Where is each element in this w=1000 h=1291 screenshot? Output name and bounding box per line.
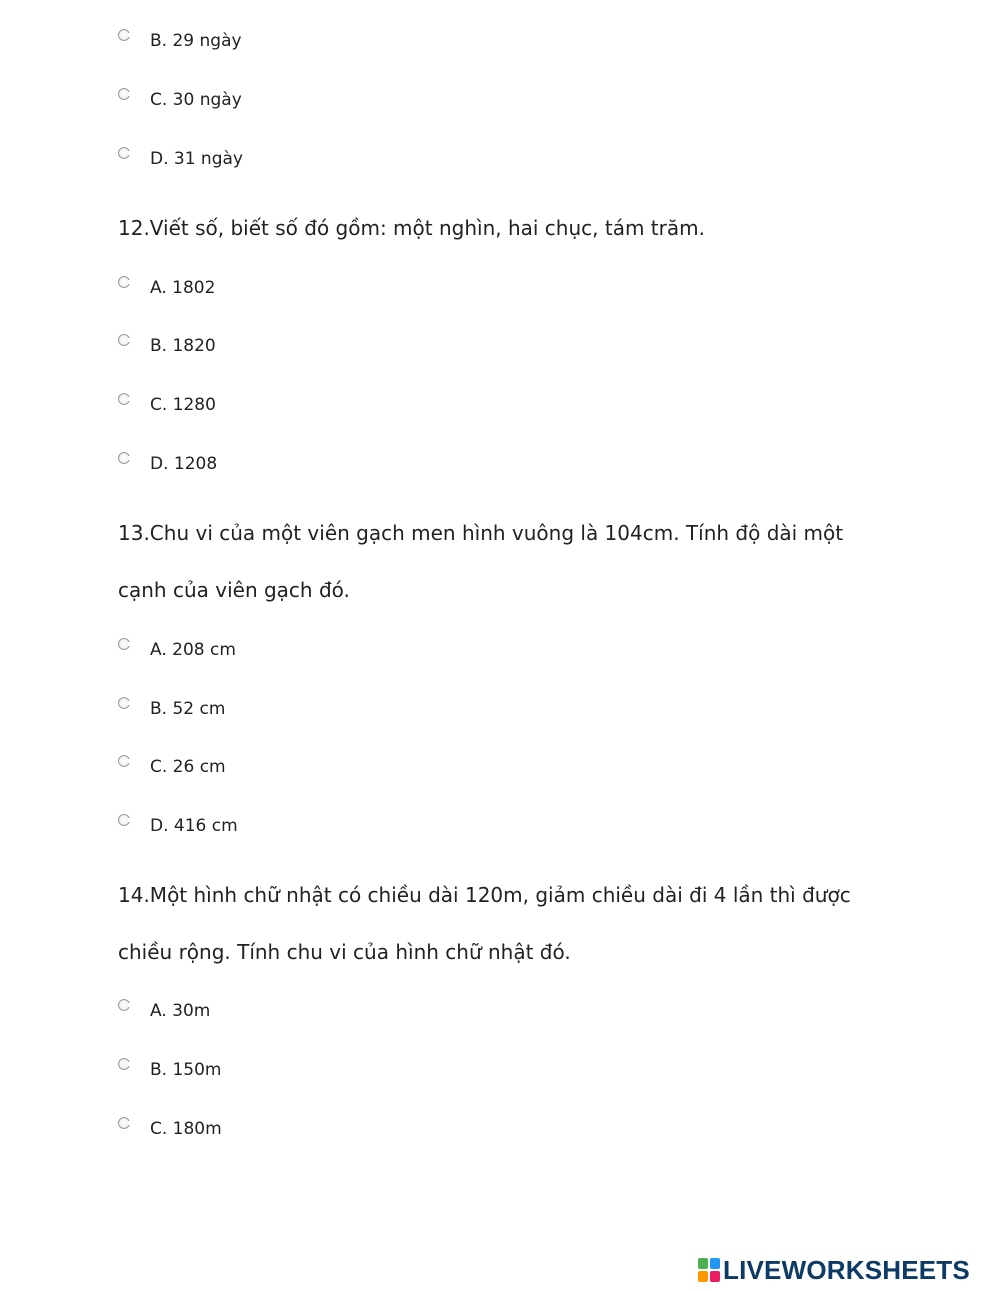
option-label: B. 52 cm [150,699,226,719]
option-label: C. 30 ngày [150,90,242,110]
radio-button[interactable] [118,1058,130,1070]
option-label: C. 1280 [150,395,216,415]
option-label: A. 30m [150,1001,211,1021]
option-label: A. 1802 [150,278,216,298]
option-label: A. 208 cm [150,640,236,660]
radio-button[interactable] [118,393,130,405]
liveworksheets-logo [698,1255,970,1285]
question-13: 13.Chu vi của một viên gạch men hình vuông là 104cm. Tính độ dài một cạnh của viên gạch đó. [118,521,844,602]
logo-block [698,1271,708,1282]
radio-button[interactable] [118,638,130,650]
logo-text: LIVEWORKSHEETS [723,1254,970,1285]
option-label: B. 29 ngày [150,31,242,51]
option-label: B. 150m [150,1060,222,1080]
logo-block [698,1258,708,1269]
question-12: 12.Viết số, biết số đó gồm: một nghìn, hai chục, tám trăm. [118,216,705,240]
option-label: B. 1820 [150,336,216,356]
radio-button[interactable] [118,29,130,41]
logo-block [710,1258,720,1269]
logo-block [710,1271,720,1282]
radio-button[interactable] [118,999,130,1011]
radio-button[interactable] [118,755,130,767]
radio-button[interactable] [118,452,130,464]
option-label: D. 31 ngày [150,149,243,169]
radio-button[interactable] [118,276,130,288]
radio-button[interactable] [118,147,130,159]
radio-button[interactable] [118,1117,130,1129]
radio-button[interactable] [118,88,130,100]
logo-blocks-icon [698,1258,720,1282]
radio-button[interactable] [118,814,130,826]
option-label: C. 26 cm [150,757,226,777]
radio-button[interactable] [118,697,130,709]
question-14: 14.Một hình chữ nhật có chiều dài 120m, giảm chiều dài đi 4 lần thì được chiều rộng. Tính chu vi của hình chữ nhật đó. [118,883,851,964]
radio-button[interactable] [118,334,130,346]
option-label: D. 416 cm [150,816,238,836]
option-label: D. 1208 [150,454,218,474]
option-label: C. 180m [150,1119,222,1139]
